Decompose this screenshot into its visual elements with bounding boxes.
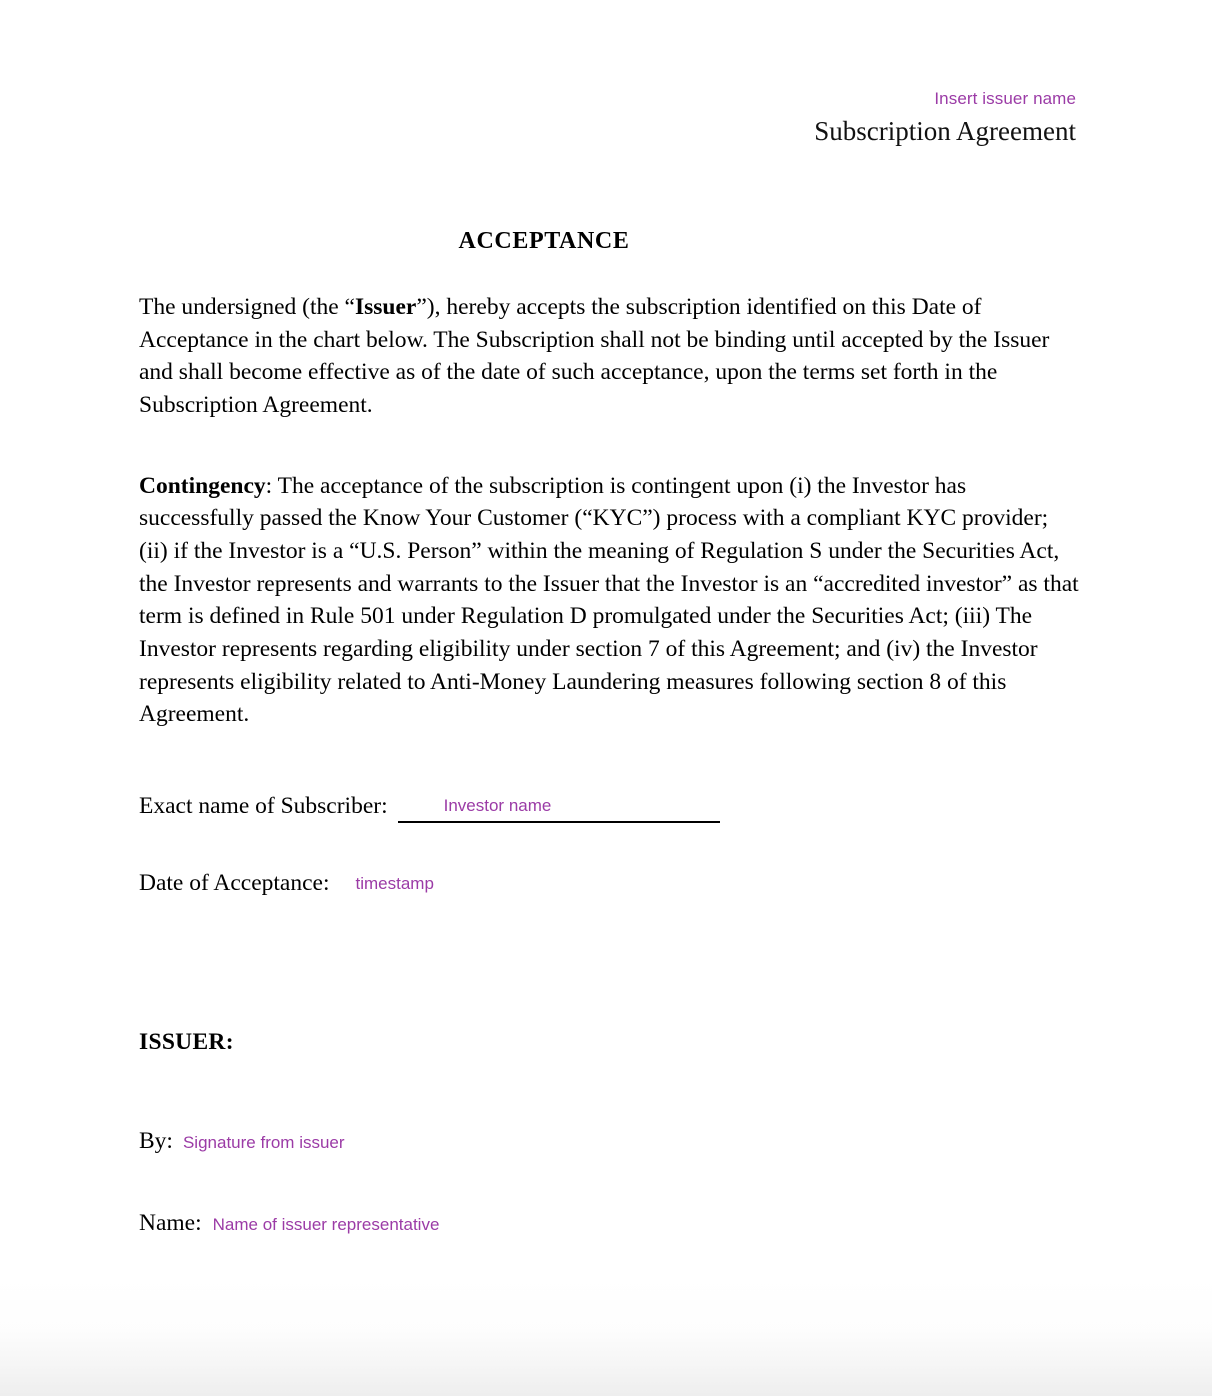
subscriber-name-label: Exact name of Subscriber: xyxy=(139,792,388,819)
paragraph-acceptance-rest: ”), hereby accepts the subscription identified on this Date of Acceptance in the chart below. The Subscription shall not be binding until accepted by the Issuer and shall become effective as of the date of such acceptance, upon the terms set forth in the Subscription Agreement. xyxy=(139,294,1050,418)
paragraph-contingency xyxy=(139,470,1079,731)
section-heading-acceptance: ACCEPTANCE xyxy=(458,228,630,254)
date-of-acceptance-placeholder[interactable]: timestamp xyxy=(355,874,434,894)
issuer-signature-row xyxy=(139,1126,1079,1158)
issuer-signature-label: By: xyxy=(139,1128,173,1155)
document-body xyxy=(139,228,1079,1240)
paragraph-acceptance-lead: The undersigned (the “ xyxy=(139,294,355,320)
term-issuer: Issuer xyxy=(355,294,417,320)
issuer-name-label: Name: xyxy=(139,1210,202,1237)
issuer-block-heading: ISSUER: xyxy=(139,1029,234,1056)
issuer-signature-placeholder[interactable]: Signature from issuer xyxy=(182,1133,345,1153)
page-header xyxy=(0,88,1076,149)
issuer-name-row xyxy=(139,1208,1079,1240)
term-contingency: Contingency xyxy=(139,472,266,499)
paragraph-acceptance xyxy=(139,291,1079,422)
subscriber-name-placeholder: Investor name xyxy=(443,795,552,815)
issuer-name-placeholder[interactable]: Name of issuer representative xyxy=(212,1214,440,1234)
date-of-acceptance-label: Date of Acceptance: xyxy=(139,869,330,896)
paragraph-contingency-rest: : The acceptance of the subscription is contingent upon (i) the Investor has successfully passed the Know Your Customer (“KYC”) process with a compliant KYC provider; (ii) if the Investor is a “U.S. Person” within the meaning of Regulation S under the Securities Act, the Investor represents and warrants to the Issuer that the Investor is an “accredited investor” as that term is defined in Rule 501 under Regulation D promulgated under the Securities Act; (iii) The Investor represents regarding eligibility under section 7 of this Agreement; and (iv) the Investor represents eligibility related to Anti-Money Laundering measures following section 8 of this Agreement. xyxy=(139,472,1079,728)
page-bottom-fade xyxy=(0,1276,1212,1396)
header-document-title: Subscription Agreement xyxy=(814,116,1076,147)
header-issuer-placeholder[interactable]: Insert issuer name xyxy=(934,89,1076,108)
date-of-acceptance-row xyxy=(139,868,1079,900)
subscriber-name-field[interactable] xyxy=(398,793,720,823)
subscriber-name-row xyxy=(139,791,1079,823)
